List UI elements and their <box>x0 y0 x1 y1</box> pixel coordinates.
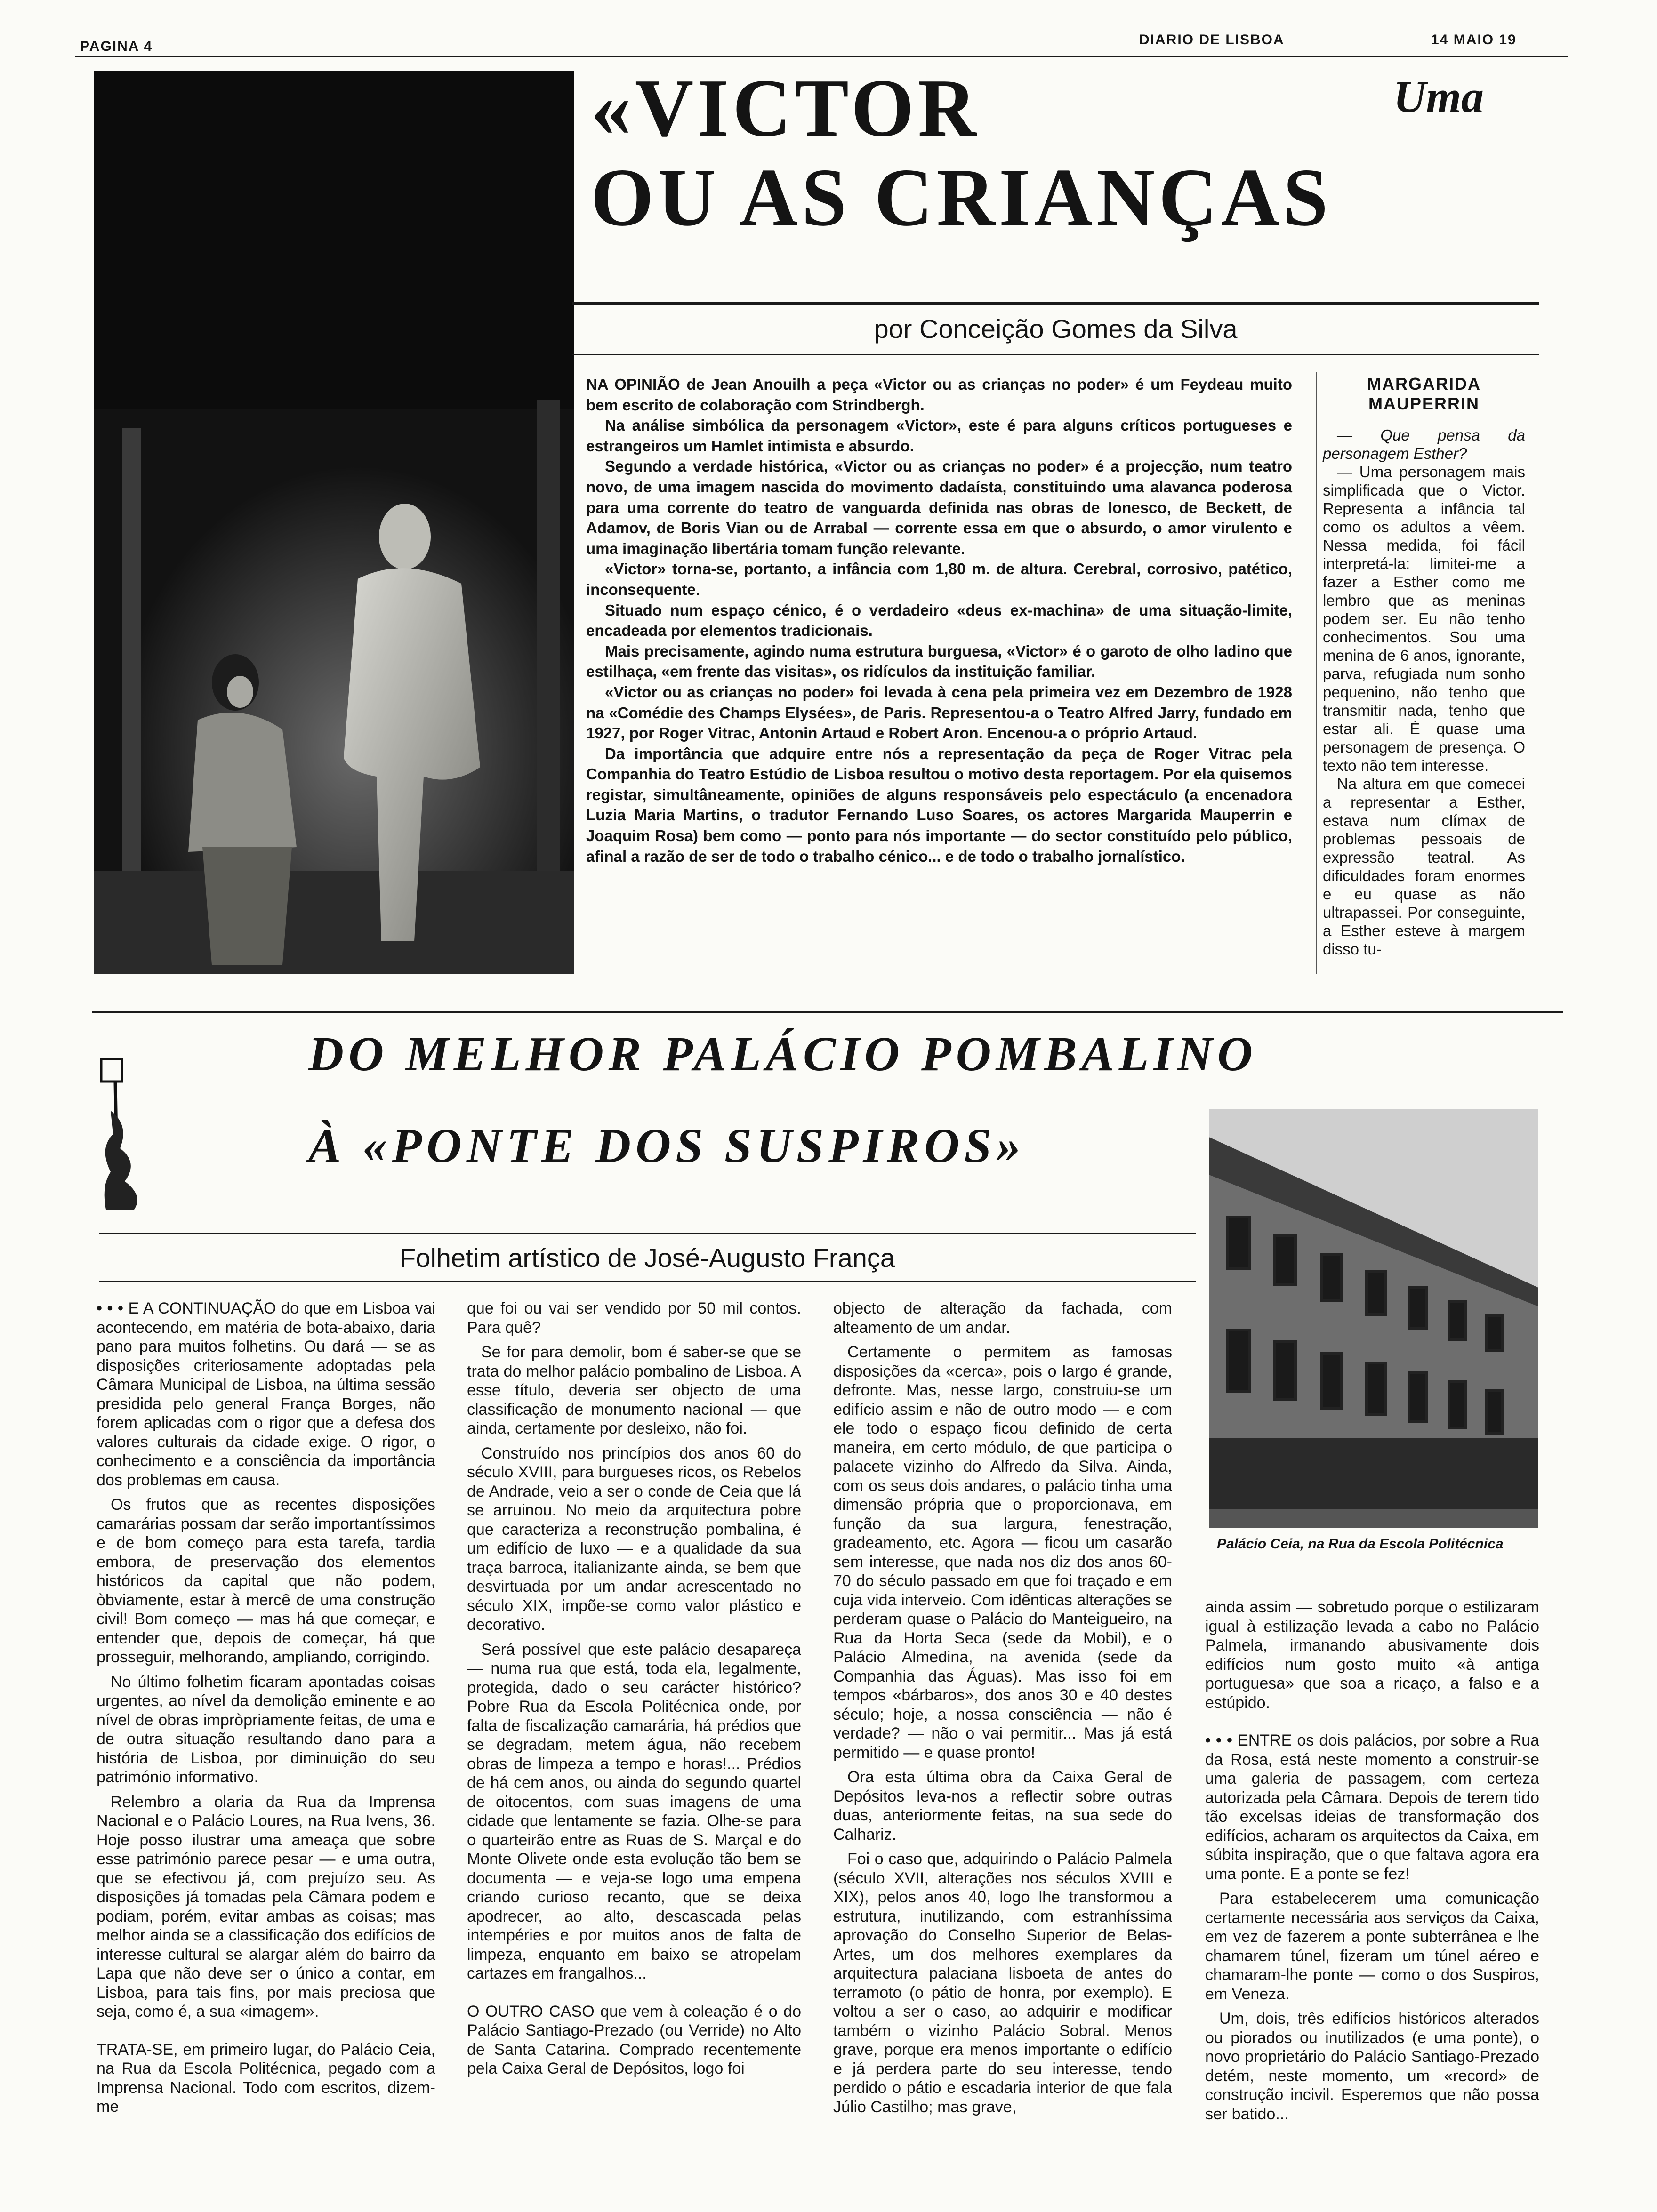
section-divider <box>92 1011 1563 1013</box>
text-column-4 <box>1205 1598 1539 2129</box>
paragraph: Mais precisamente, agindo numa estrutura burguesa, «Victor» é o garoto de olho ladino que estilhaça, «em frente das visitas», os ridículos da instituição familiar. <box>586 642 1292 681</box>
section-ornament-icon: • • • <box>1205 1731 1232 1749</box>
paragraph: • • • E A CONTINUAÇÃO do que em Lisboa vai acontecendo, em matéria de bota-abaixo, daria pano para muitos folhetins. Ou dará — se as disposições criteriosamente adoptadas pela Câmara Municipal de Lisboa, na última sessão presidida pelo general França Borges, não forem aplicadas com o rigor que a defesa dos valores culturais da cidade exige. O rigor, o conhecimento e a consciência da importância dos problemas em causa. <box>97 1299 436 1489</box>
paragraph: Situado num espaço cénico, é o verdadeiro «deus ex-machina» de uma situação-limite, encadeada por elementos tradicionais. <box>586 601 1292 640</box>
paragraph: Para estabelecerem uma comunicação certamente necessária aos serviços da Caixa, em vez de fazerem a ponte subterrânea e lhe chamarem túnel, fizeram um túnel aéreo e chamaram-lhe ponte — como o dos Suspiros, em Veneza. <box>1205 1890 1539 2003</box>
text-column-1 <box>97 1299 435 2122</box>
byline-rule-bottom <box>572 354 1539 355</box>
paragraph: Os frutos que as recentes disposições camarárias possam dar serão importantíssimos e de bom começo para esta tarefa, tardia embora, de preservação dos elementos históricos da capital que não podem, òbviamente, estar à mercê de uma construção civil! Bom começo — mas há que começar, e entender que, depois de começar, há que prosseguir, melhorando, ampliando, corrigindo. <box>97 1496 435 1666</box>
paragraph: Ora esta última obra da Caixa Geral de Depósitos leva-nos a reflectir sobre outras duas, anteriormente feitas, na sua sede do Calhariz. <box>833 1768 1172 1843</box>
paragraph: Se for para demolir, bom é saber-se que se trata do melhor palácio pombalino de Lisboa. A esse título, deveria ser objecto de uma classificação de monumento nacional — que ainda, certamente por desleixo, não foi. <box>467 1343 801 1437</box>
newspaper-name: DIARIO DE LISBOA <box>1139 32 1285 48</box>
text-column-3 <box>833 1299 1172 2122</box>
paragraph: • • • ENTRE os dois palácios, por sobre a Rua da Rosa, está neste momento a construir-se uma galeria de passagem, com certeza autorizada pela Câmara. Depois de terem tido tão excelsas ideias de transformação dos edifícios, acharam os arquitectos da Caixa, em súbita inspiração, que o que faltava agora era uma ponte. E a ponte se fez! <box>1205 1731 1539 1883</box>
paragraph: TRATA-SE, em primeiro lugar, do Palácio Ceia, na Rua da Escola Politécnica, pegado com a Imprensa Nacional. Todo com escritos, dizem-me <box>97 2040 435 2116</box>
palace-photo-image <box>1209 1109 1538 1528</box>
paragraph: ainda assim — sobretudo porque o estilizaram igual à estilização levada a cabo no Palácio Palmela, irmanando abusivamente dois edifícios num gosto muito «à antiga portuguesa» que soa a ricaço, a falso e a estúpido. <box>1205 1598 1539 1712</box>
article-body <box>586 374 1292 866</box>
paragraph: Construído nos princípios dos anos 60 do século XVIII, para burgueses ricos, os Rebelos de Andrade, veio a ser o conde de Ceia que lá se arruinou. No meio da arquitectura pobre que caracteriza a reconstrução pombalina, é um edifício de luxo — e a qualidade da sua traça barroca, italianizante ainda, se bem que desvirtuada por um andar acrescentado no século XIX, impõe-se como valor plástico e decorativo. <box>467 1444 801 1634</box>
feuilleton-title-line-2: À «PONTE DOS SUSPIROS» <box>308 1119 1026 1173</box>
sidebar-divider <box>1316 372 1317 974</box>
feuilleton-byline: Folhetim artístico de José-Augusto França <box>399 1243 895 1273</box>
paragraph: Da importância que adquire entre nós a representação da peça de Roger Vitrac pela Companhia do Teatro Estúdio de Lisboa resultou o motivo desta reportagem. Por ela quisemos registar, simultâneamente, opiniões de alguns responsáveis pelo espectáculo (a encenadora Luzia Maria Martins, o tradutor Fernando Luso Soares, os actores Margarida Mauperrin e Joaquim Rosa) bem como — ponto para nós importante — do sector constituído pelo público, afinal a razão de ser de todo o trabalho cénico... e de todo o trabalho jornalístico. <box>586 745 1292 865</box>
paragraph: que foi ou vai ser vendido por 50 mil contos. Para quê? <box>467 1299 801 1337</box>
paragraph: «Victor» torna-se, portanto, a infância com 1,80 m. de altura. Cerebral, corrosivo, patético, inconsequente. <box>586 560 1292 598</box>
paragraph: objecto de alteração da fachada, com alteamento de um andar. <box>833 1299 1172 1337</box>
feuilleton-rule-top <box>99 1233 1196 1234</box>
interviewee-name: MARGARIDA MAUPERRIN <box>1367 374 1481 413</box>
paragraph: O OUTRO CASO que vem à coleação é o do Palácio Santiago-Prezado (ou Verride) no Alto de Santa Catarina. Comprado recentemente pela Caixa Geral de Depósitos, logo foi <box>467 2002 801 2077</box>
paragraph: Certamente o permitem as famosas disposições da «cerca», pois o largo é grande, defronte. Mas, nesse largo, construiu-se um edifício assim e não de outro modo — e com ele todo o espaço ficou definido de certa maneira, em certo módulo, de que participa o palacete vizinho do Alfredo da Silva. Ainda, com os seus dois andares, o palácio tinha uma dimensão própria que o proporcionava, em função da sua largura, fenestração, gradeamento, etc. Agora — ficou um casarão sem interesse, que nada nos diz dos anos 60-70 do século passado em que foi traçado e em cuja vida interveio. Com idênticas alterações se perderam quase o Palácio do Manteigueiro, na Rua da Horta Seca (sede da Mobil), e o Palácio Almedina, na avenida (sede da Companhia das Águas). Mas isso foi em tempos «bárbaros», dos anos 30 e 40 destes século; hoje, a nossa consciência — não é verdade? — não o vai permitir... Mas já está permitido — e quase pronto! <box>833 1343 1172 1762</box>
issue-date: 14 MAIO 19 <box>1431 32 1517 48</box>
paragraph: Na análise simbólica da personagem «Victor», este é para alguns críticos portugueses e estrangeiros um Hamlet intimista e absurdo. <box>586 417 1292 455</box>
theatre-photo <box>94 71 574 974</box>
photo-caption: Palácio Ceia, na Rua da Escola Politécnica <box>1217 1536 1504 1552</box>
interview-answer: Na altura em que comecei a representar a Esther, estava num clímax de problemas pessoais de expressão teatral. As dificuldades foram enormes e eu quase as não ultrapassei. Por conseguinte, a Esther esteve à margem disso tu- <box>1323 775 1525 958</box>
article-title-line-2: OU AS CRIANÇAS <box>591 152 1332 243</box>
article-byline: por Conceição Gomes da Silva <box>874 314 1238 344</box>
section-ornament-icon: • • • <box>97 1299 123 1317</box>
paragraph: Será possível que este palácio desapareça — numa rua que está, toda ela, legalmente, protegida, dado o seu carácter histórico? Pobre Rua da Escola Politécnica onde, por falta de fiscalização camarária, há prédios que se degradam, metem água, não recebem obras de limpeza a tempo e horas!... Prédios de há cem anos, ou ainda do segundo quartel de oitocentos, com suas imagens de uma cidade que lentamente se fazia. Olhe-se para o quarteirão entre as Ruas de S. Marçal e do Monte Olivete onde esta evolução tão bem se documenta — e veja-se logo uma empena criando curioso recanto, que se deixa apodrecer, ao alto, descascada pelas intempéries e por muitos anos de falta de limpeza, enquanto em baixo se atropelam cartazes em frangalhos... <box>467 1640 801 1982</box>
theatre-photo-image <box>94 71 574 974</box>
paragraph: Relembro a olaria da Rua da Imprensa Nacional e o Palácio Loures, na Rua Ivens, 36. Hoje posso ilustrar uma ameaça que sobre esse património parece pesar — e uma outra, que se efectivou já, com prejuízo seu. As disposições já tomadas pela Câmara podem e podiam, porém, evitar ambas as coisas; mas melhor ainda se a classificação dos edifícios de interesse cultural se alargar além do bairro da Lapa que não deve ser o único a contar, em Lisboa, para tais fins, por mais preciosa que seja, como é, a sua «imagem». <box>97 1793 435 2020</box>
text-column-2 <box>467 1299 801 2084</box>
byline-rule-top <box>572 302 1539 305</box>
paragraph: Segundo a verdade histórica, «Victor ou as crianças no poder» é a projecção, num teatro novo, de uma imagem nascida do movimento dadaísta, constituindo uma alavanca poderosa para uma corrente do teatro de vanguarda definida nas obras de Ionesco, de Beckett, de Adamov, de Boris Vian ou de Arrabal — corrente essa em que o absurdo, o amor virulento e uma imaginação libertária tomam função relevante. <box>586 457 1292 557</box>
interview-question: — Que pensa da personagem Esther? <box>1323 426 1525 462</box>
header-rule <box>75 56 1568 57</box>
paragraph: Um, dois, três edifícios históricos alterados ou piorados ou inutilizados (e uma ponte), o novo proprietário do Palácio Santiago-Prezado detém, neste momento, um «record» de construção incivil. Esperemos que não possa ser batido... <box>1205 2010 1539 2123</box>
paragraph: «Victor ou as crianças no poder» foi levada à cena pela primeira vez em Dezembro de 1928 na «Comédie des Champs Elysées», de Paris. Representou-a o Teatro Alfred Jarry, fundado em 1927, por Roger Vitrac, Antonin Artaud e Robert Aron. Encenou-a o próprio Artaud. <box>586 683 1292 742</box>
header-fragment: Uma <box>1393 72 1484 122</box>
paragraph: No último folhetim ficaram apontadas coisas urgentes, ao nível da demolição eminente e ao nível de obras impròpriamente feitas, de uma e de outra situação resultando dano para a história de Lisboa, por diminuição do seu património informativo. <box>97 1673 435 1786</box>
paragraph: NA OPINIÃO de Jean Anouilh a peça «Victor ou as crianças no poder» é um Feydeau muito bem escrito de colaboração com Strindbergh. <box>586 376 1292 414</box>
palace-photo <box>1209 1109 1538 1528</box>
feuilleton-rule-bottom <box>99 1281 1196 1282</box>
paragraph: Foi o caso que, adquirindo o Palácio Palmela (século XVII, alterações nos séculos XVIII e XIX), pelos anos 40, logo lhe transformou a estrutura, inutilizando, com estranhíssima aprovação do Conselho Superior de Belas-Artes, um dos melhores exemplares da arquitectura palaciana lisboeta de antes do terramoto (o pátio de honra, por exemplo). E voltou a ser o caso, ao adquirir e modificar também o vizinho Palácio Sobral. Menos grave, porque era menos importante o edifício e já perdera parte do seu interesse, tendo perdido o pátio e escadaria interior de que fala Júlio Castilho; mas grave, <box>833 1850 1172 2116</box>
page-number: PAGINA 4 <box>80 39 153 54</box>
interview-answer: — Uma personagem mais simplificada que o Victor. Representa a infância tal como os adultos a vêem. Nessa medida, foi fácil interpretá-la: limitei-me a fazer a Esther como me lembro que as meninas podem ser. Eu não tenho conhecimentos. Sou uma menina de 6 anos, ignorante, parva, refugiada num sonho pequenino, não tenho que transmitir nada, tenho que estar ali. É quase uma personagem de presença. O texto não tem interesse. <box>1323 463 1525 774</box>
article-title-line-1: «VICTOR <box>591 63 980 154</box>
interview-sidebar <box>1323 374 1525 958</box>
feuilleton-title-line-1: DO MELHOR PALÁCIO POMBALINO <box>308 1027 1258 1081</box>
decorative-figure-icon <box>97 1054 153 1214</box>
